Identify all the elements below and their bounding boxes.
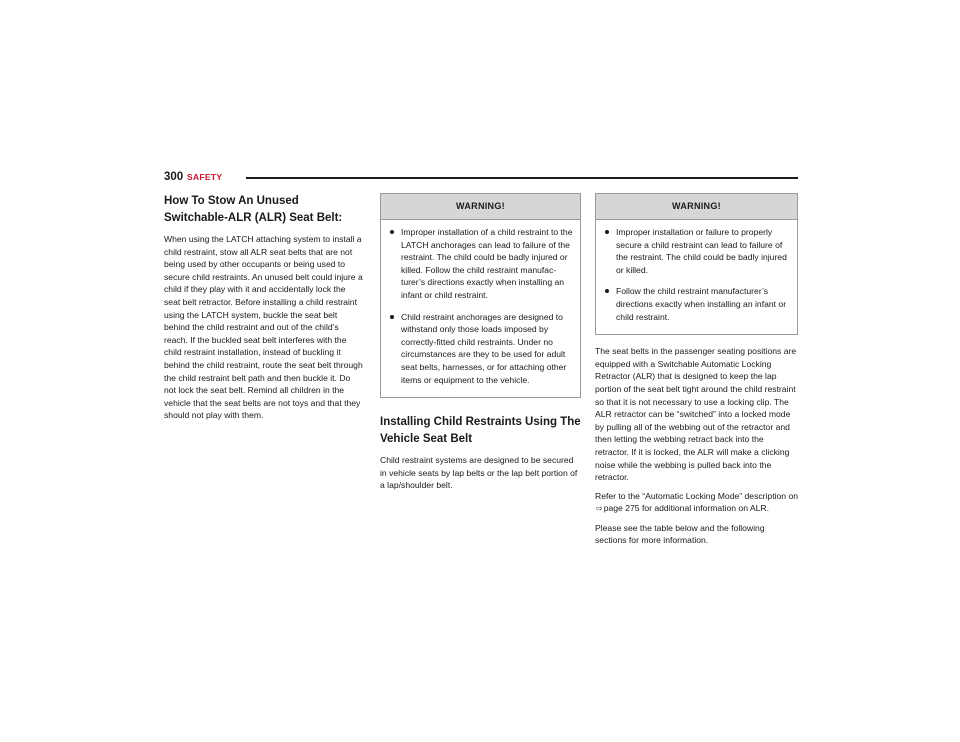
warning-bullet xyxy=(387,226,574,302)
warning-title: WARNING! xyxy=(596,194,797,220)
bullet-icon xyxy=(605,289,609,293)
page-reference-arrow-icon: ⇨ xyxy=(596,504,603,514)
table-note-paragraph: Please see the table below and the following sections for more information. xyxy=(595,522,765,546)
refer-text-start: Refer to the “Automatic Locking Mode” description on xyxy=(595,490,799,501)
warning-text: Follow the child restraint manufacturer’s directions exactly when installing an infant or child restraint. xyxy=(616,286,787,322)
vehicle-seat-belt-heading: Installing Child Restraints Using The Vehicle Seat Belt xyxy=(380,416,581,446)
bullet-icon xyxy=(605,230,609,234)
refer-paragraph xyxy=(595,490,798,516)
warning-text: Improper installation of a child restraint to the LATCH anchorages can lead to failure of the restraint. The child could be badly injured or killed. Follow the child restraint manufac-turer’s directions exactly when installing an infant or child restraint. xyxy=(401,227,573,300)
latch-warning-box xyxy=(380,193,581,398)
section-title: SAFETY xyxy=(187,172,223,182)
bullet-icon xyxy=(390,230,394,234)
page-number: 300 xyxy=(164,171,184,183)
installation-warning-box xyxy=(595,193,798,335)
warning-text: Child restraint anchorages are designed to withstand only those loads imposed by correctly-fitted child restraints. Under no circumstances are they to be used for adult seat belts, harnesses, or for attaching other items or equipment to the vehicle. xyxy=(401,311,567,385)
warning-bullet xyxy=(387,311,574,387)
alr-paragraph: The seat belts in the passenger seating positions are equipped with a Switchable Automatic Locking Retractor (ALR) that is designed to keep the lap portion of the seat belt tight around the child restraint so that it is not necessary to use a locking clip. The ALR retractor can be “switched” into a locked mode by pulling all of the webbing out of the retractor and then letting the webbing retract back into the retractor. If it is locked, the ALR will make a clicking noise while the webbing is pulled back into the retractor. xyxy=(595,346,797,483)
column-left xyxy=(164,193,364,428)
column-right xyxy=(595,193,798,553)
refer-text-end: for additional information on ALR. xyxy=(641,503,770,514)
warning-text: Improper installation or failure to properly secure a child restraint can lead to failure of the restraint. The child could be badly injured or killed. xyxy=(616,227,787,275)
stow-alr-heading: How To Stow An Unused Switchable-ALR (ALR) Seat Belt: xyxy=(164,195,343,224)
vehicle-seat-belt-paragraph: Child restraint systems are designed to be secured in vehicle seats by lap belts or the lap belt portion of a lap/shoulder belt. xyxy=(380,455,578,491)
warning-title: WARNING! xyxy=(381,194,580,220)
header-rule xyxy=(246,177,798,179)
page-header xyxy=(164,171,798,187)
bullet-icon xyxy=(390,315,394,319)
column-middle xyxy=(380,193,581,498)
warning-bullet xyxy=(602,285,791,323)
stow-alr-paragraph: When using the LATCH attaching system to install a child restraint, stow all ALR seat belts that are not being used by other occupants or being used to secure child restraints. An unused belt could injure a child if they play with it and accidentally lock the seat belt retractor. Before installing a child restraint using the LATCH system, buckle the seat belt behind the child restraint and out of the child’s reach. If the buckled seat belt interferes with the child restraint installation, instead of buckling it behind the child restraint, route the seat belt through the child restraint belt path and then buckle it. Do not lock the seat belt. Remind all children in the vehicle that the seat belts are not toys and that they should not play with them. xyxy=(164,234,363,421)
warning-bullet xyxy=(602,226,791,276)
page-reference-link[interactable]: page 275 xyxy=(603,503,640,514)
